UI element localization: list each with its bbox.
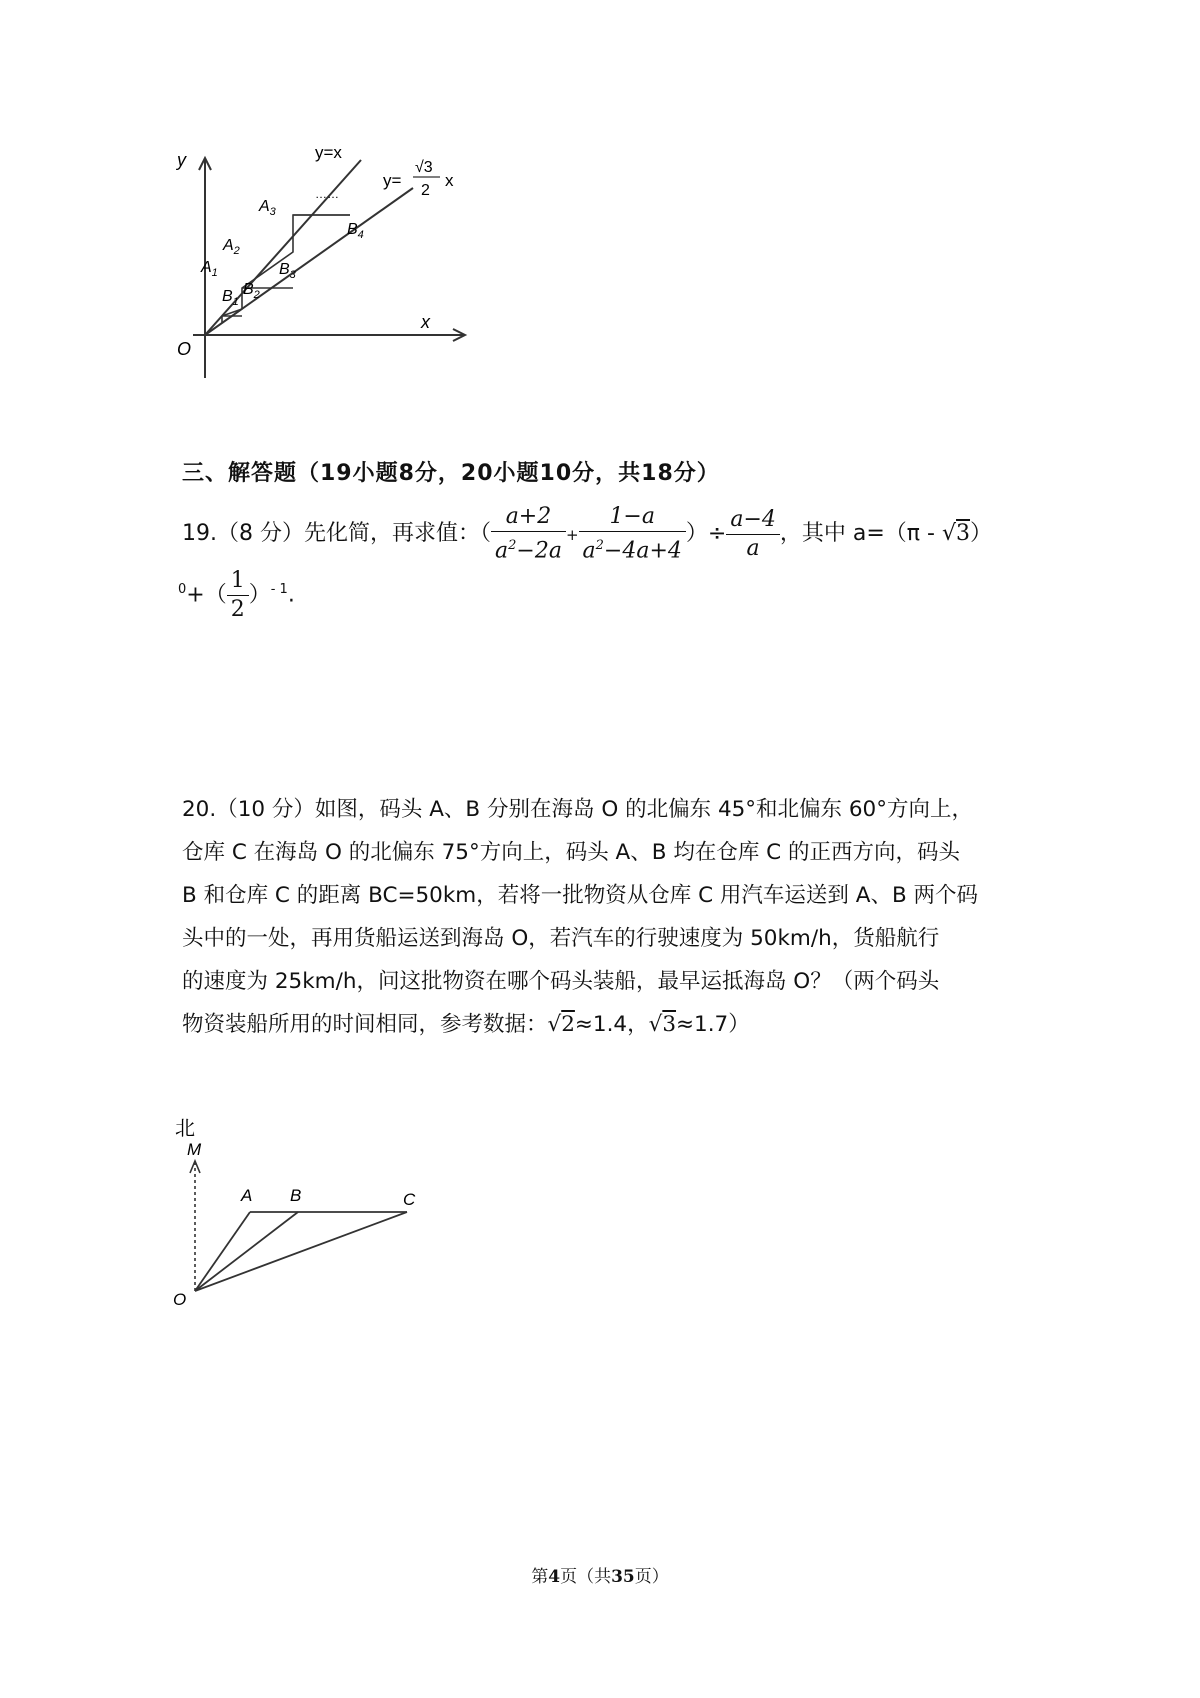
point-o-label: O [173, 1290, 187, 1309]
q19-fraction-2 [579, 503, 686, 565]
q19-f2-den: $a^2-4a+4$ [582, 538, 682, 564]
q19-fraction-3 [726, 506, 780, 563]
q19-f1-num: a+2 [491, 503, 566, 532]
axis-y-label: y [177, 150, 186, 170]
north-label: 北 [175, 1118, 195, 1140]
q19-mid: ，其中 a=（π - [779, 521, 942, 547]
q19-end: . [287, 582, 295, 608]
q19-close: ） [970, 521, 993, 547]
line2-prefix: y= [383, 171, 402, 190]
line2-suffix: x [445, 171, 454, 190]
q20-line-3: B 和仓库 C 的距离 BC=50km，若将一批物资从仓库 C 用汽车运送到 A、B 两个码 [182, 883, 979, 908]
q19-f3-den: a [746, 535, 760, 561]
q20-line-5: 的速度为 25km/h，问这批物资在哪个码头装船，最早运抵海岛 O？（两个码头 [182, 969, 940, 994]
point-b3-label: $B_3$ [279, 261, 296, 281]
question-20 [182, 788, 1042, 1046]
point-b1-label: $B_1$ [222, 288, 239, 308]
q19-half-den: 2 [230, 597, 245, 622]
point-c-label: C [403, 1190, 416, 1209]
line2-denominator: 2 [421, 182, 430, 199]
q19-sqrt3: √3 [941, 521, 971, 547]
origin-label: O [177, 339, 192, 359]
q20-sqrt2: √2 [547, 1012, 575, 1037]
page-footer: 第4页（共35页） [531, 1567, 669, 1587]
line2-numerator: √3 [415, 159, 433, 176]
point-a3-label: $A_3$ [259, 198, 276, 218]
point-a2-label: $A_2$ [223, 237, 240, 257]
question-19 [182, 503, 992, 565]
q19-sup0: 0 [178, 582, 187, 598]
q19-half [227, 567, 249, 624]
q19-plus2: +（ [186, 582, 227, 608]
q19-close-div: ）÷ [685, 521, 727, 547]
q19-f3-num: a−4 [726, 506, 780, 535]
point-a1-label: $A_1$ [201, 259, 218, 279]
point-b4-label: $B_4$ [347, 221, 364, 241]
point-b2-label: $B_2$ [243, 281, 260, 301]
q20-sqrt3: √3 [648, 1012, 677, 1037]
line-y-equals-x-label: y=x [315, 143, 342, 162]
q19-fraction-1 [491, 503, 566, 565]
point-m-label: M [187, 1140, 202, 1159]
footer-total-pages: 35 [611, 1567, 635, 1587]
point-b-label: B [290, 1186, 302, 1205]
q19-close2: ） [248, 582, 271, 608]
q20-line-6: 物资装船所用的时间相同，参考数据：√2≈1.4，√3≈1.7） [182, 1012, 750, 1037]
section-heading: 三、解答题（19小题8分，20小题10分，共18分） [182, 461, 720, 486]
point-a-label: A [241, 1186, 253, 1205]
q20-line-1: 20.（10 分）如图，码头 A、B 分别在海岛 O 的北偏东 45°和北偏东 60°方向上， [182, 797, 973, 822]
axis-x-label: x [421, 312, 430, 332]
q19-f2-num: 1−a [579, 503, 686, 532]
figure-harbor-diagram [173, 1115, 455, 1309]
footer-page-number: 4 [548, 1567, 561, 1587]
q19-plus: + [565, 526, 579, 545]
q20-line-4: 头中的一处，再用货船运送到海岛 O，若汽车的行驶速度为 50km/h，货船航行 [182, 926, 940, 951]
q19-f1-den: $a^2-2a$ [494, 538, 562, 564]
question-19-cont [178, 567, 295, 624]
q19-intro: 19.（8 分）先化简，再求值：（ [182, 521, 491, 547]
q19-half-num: 1 [227, 567, 249, 596]
q19-supm1: - 1 [270, 582, 288, 598]
figure-coordinate-diagram [175, 143, 495, 390]
ellipsis-label: …… [315, 187, 339, 201]
q20-line-2: 仓库 C 在海岛 O 的北偏东 75°方向上，码头 A、B 均在仓库 C 的正西方向，码头 [182, 840, 961, 865]
